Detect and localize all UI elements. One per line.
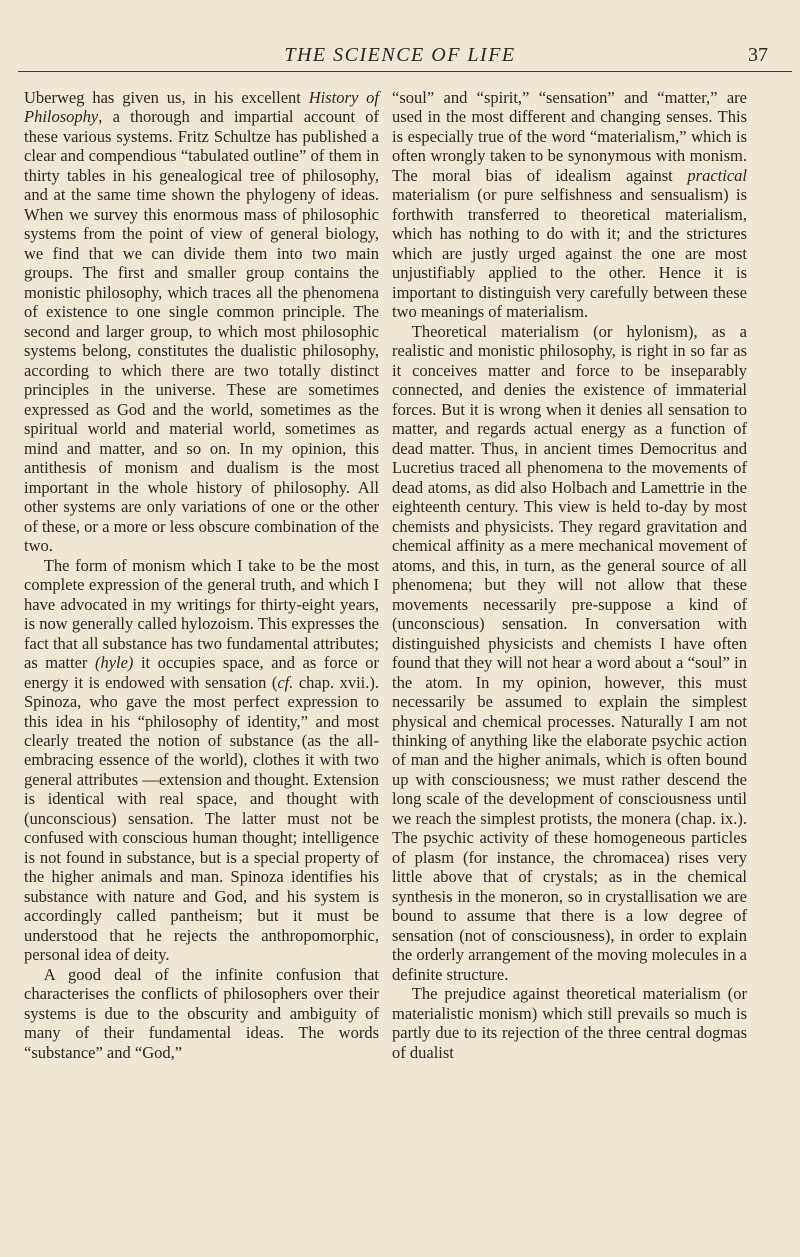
text-run: chap. xvii.). Spinoza, who gave the most perfect expression to this idea in his “philosophy of identity,” and most clearly treated the notion of substance (as the all-embracing essence of the world), clothes it with two general attributes —extension and thought. Extension is identical with real space, and thought with (unconscious) sensation. The latter must not be confused with conscious human thought; intelligence is not found in substance, but is a special property of the higher animals and man. Spinoza identifies his substance with nature and God, and his system is accordingly called pantheism; but it must be understood that he rejects the anthropomorphic, personal idea of deity. <box>24 672 379 965</box>
text-run: it occupies space, and as force or energy it is endowed with sensation ( <box>24 653 379 692</box>
paragraph <box>392 88 747 322</box>
text-run: “soul” and “spirit,” “sensation” and “matter,” are used in the most different and changing senses. This is especially true of the word “materialism,” which is often wrongly taken to be synonymous with monism. The moral bias of idealism against <box>392 88 747 185</box>
text-run: Uberweg has given us, in his excellent <box>24 88 309 107</box>
page-number: 37 <box>748 44 768 66</box>
italic-term: cf. <box>277 672 294 692</box>
paragraph: The prejudice against theoretical materialism (or materialistic monism) which still prevails so much is partly due to its rejection of the three central dogmas of dualist <box>392 984 747 1062</box>
right-column <box>392 88 747 1062</box>
running-title: THE SCIENCE OF LIFE <box>284 44 516 66</box>
paragraph: A good deal of the infinite confusion that characterises the conflicts of philosophers over their systems is due to the obscurity and ambiguity of many of their fundamental ideas. The words “substance” and “God,” <box>24 964 379 1062</box>
text-run: The form of monism which I take to be the most complete expression of the general truth, and which I have advocated in my writings for thirty-eight years, is now generally called hylozoism. This expresses the fact that all substance has two fundamental attributes; as matter <box>24 555 379 673</box>
italic-term: practical <box>687 165 747 185</box>
paragraph <box>24 556 379 965</box>
text-run: , a thorough and impartial account of these various systems. Fritz Schultze has published a clear and compendious “tabulated outline” of them in thirty tables in his genealogical tree of philosophy, and at the same time shown the phylogeny of ideas. When we survey this enormous mass of philosophic systems from the point of view of general biology, we find that we can divide them into two main groups. The first and smaller group contains the monistic philosophy, which traces all the phenomena of existence to one single common principle. The second and larger group, to which most philosophic systems belong, constitutes the dualistic philosophy, according to which there are two totally distinct principles in the universe. These are sometimes expressed as God and the world, sometimes as the spiritual world and material world, sometimes as mind and matter, and so on. In my opinion, this antithesis of monism and dualism is the most important in the whole history of philosophy. All other systems are only variations of one or the other of these, or a more or less obscure combination of the two. <box>24 107 379 556</box>
header-rule <box>18 71 792 72</box>
page-header <box>0 44 800 74</box>
text-run: materialism (or pure selfishness and sensualism) is forthwith transferred to theoretical materialism, which has nothing to do with it; and the strictures which are justly urged against the one are most unjustifiably applied to the other. Hence it is important to distinguish very carefully between these two meanings of materialism. <box>392 185 747 322</box>
paragraph: Theoretical materialism (or hylonism), as a realistic and monistic philosophy, is right in so far as it conceives matter and force to be inseparably connected, and denies the existence of immaterial forces. But it is wrong when it denies all sensation to matter, and regards actual energy as a function of dead matter. Thus, in ancient times Democritus and Lucretius traced all phenomena to the movements of dead atoms, as did also Holbach and Lamettrie in the eighteenth century. This view is held to-day by most chemists and physicists. They regard gravitation and chemical affinity as a mere mechanical movement of atoms, and this, in turn, as the general source of all phenomena; but they will not allow that these movements necessarily pre-suppose a kind of (unconscious) sensation. In conversation with distinguished physicists and chemists I have often found that they will not hear a word about a “soul” in the atom. In my opinion, however, this must necessarily be assumed to explain the simplest physical and chemical processes. Naturally I am not thinking of anything like the elaborate psychic action of man and the higher animals, which is often bound up with consciousness; we must rather descend the long scale of the development of consciousness until we reach the simplest protists, the monera (chap. ix.). The psychic activity of these homogeneous particles of plasm (for instance, the chromacea) rises very little above that of crystals; as in the chemical synthesis in the moneron, so in crystallisation we are bound to assume that there is a low degree of sensation (not of consciousness), in order to explain the orderly arrangement of the moving molecules in a definite structure. <box>392 321 747 984</box>
book-title: History of Philosophy <box>24 88 379 127</box>
left-column <box>24 88 379 1062</box>
italic-term: (hyle) <box>94 653 134 673</box>
paragraph <box>24 88 379 556</box>
